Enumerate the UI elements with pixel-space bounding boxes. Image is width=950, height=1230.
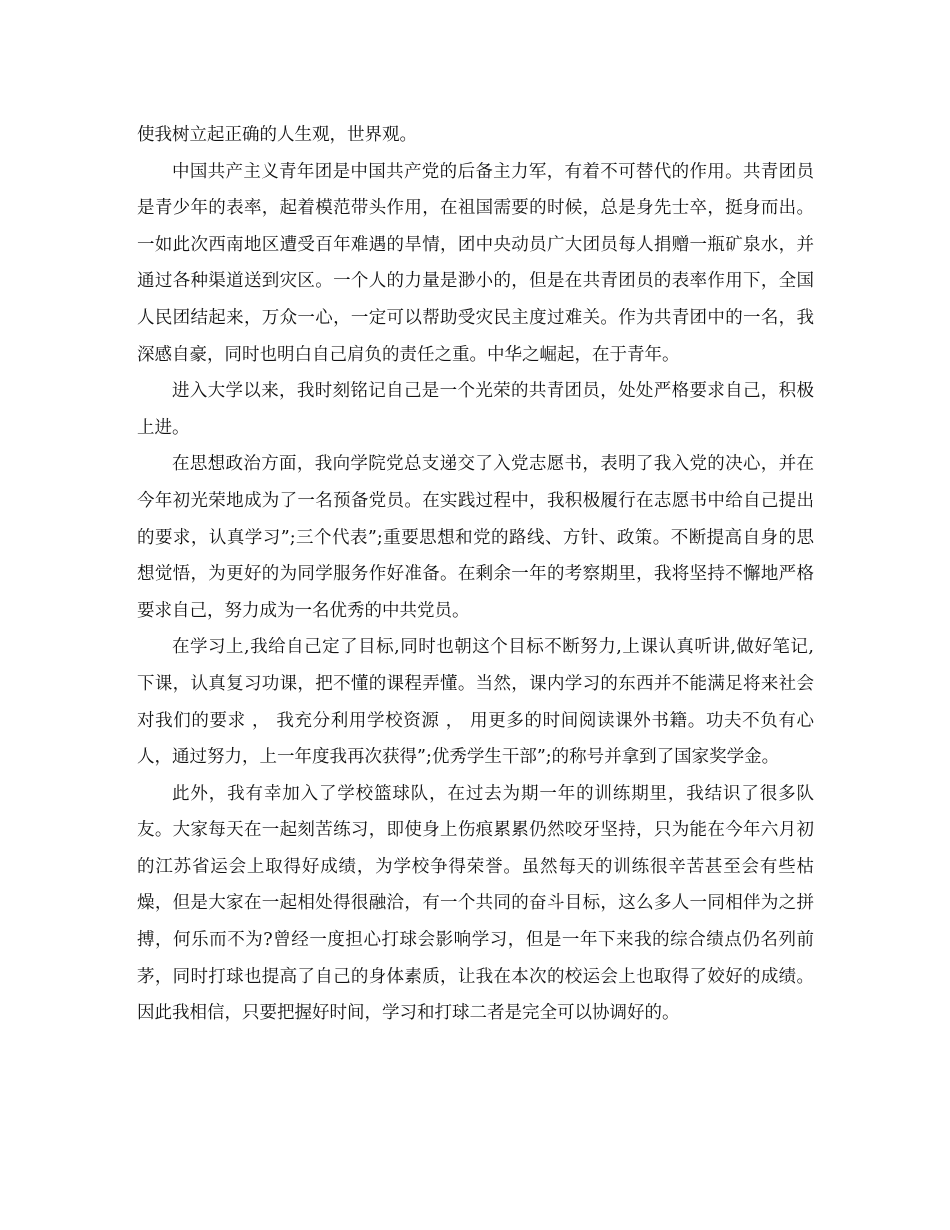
paragraph-study: 在学习上,我给自己定了目标,同时也朝这个目标不断努力,上课认真听讲,做好笔记, 下课，认真复习功课，把不懂的课程弄懂。当然，课内学习的东西并不能满足将来社会对我们的要求 ， 我充分利用学校资源 ， 用更多的时间阅读课外书籍。功夫不负有心人，通过努力，上一年度我再次获得”;优秀学生干部”;的称号并拿到了国家奖学金。: [137, 637, 814, 768]
document-page: [137, 117, 814, 1032]
paragraph-continuation: 使我树立起正确的人生观，世界观。: [137, 125, 417, 145]
paragraph-youth-league: 中国共产主义青年团是中国共产党的后备主力军，有着不可替代的作用。共青团员是青少年的表率，起着模范带头作用，在祖国需要的时候，总是身先士卒，挺身而出。一如此次西南地区遭受百年难遇的旱情，团中央动员广大团员每人捐赠一瓶矿泉水，并通过各种渠道送到灾区。一个人的力量是渺小的，但是在共青团员的表率作用下，全国人民团结起来，万众一心，一定可以帮助受灾民主度过难关。作为共青团中的一名，我深感自豪，同时也明白自己肩负的责任之重。中华之崛起，在于青年。: [137, 161, 814, 365]
paragraph-political-thought: 在思想政治方面，我向学院党总支递交了入党志愿书，表明了我入党的决心，并在今年初光荣地成为了一名预备党员。在实践过程中，我积极履行在志愿书中给自己提出的要求，认真学习”;三个代表”;重要思想和党的路线、方针、政策。不断提高自身的思想觉悟，为更好的为同学服务作好准备。在剩余一年的考察期里，我将坚持不懈地严格要求自己，努力成为一名优秀的中共党员。: [137, 454, 814, 621]
paragraph-basketball: 此外，我有幸加入了学校篮球队，在过去为期一年的训练期里，我结识了很多队友。大家每天在一起刻苦练习，即使身上伤痕累累仍然咬牙坚持，只为能在今年六月初的江苏省运会上取得好成绩，为学校争得荣誉。虽然每天的训练很辛苦甚至会有些枯燥，但是大家在一起相处得很融洽，有一个共同的奋斗目标，这么多人一同相伴为之拼搏，何乐而不为?曾经一度担心打球会影响学习，但是一年下来我的综合绩点仍名列前茅，同时打球也提高了自己的身体素质，让我在本次的校运会上也取得了姣好的成绩。因此我相信，只要把握好时间，学习和打球二者是完全可以协调好的。: [137, 783, 814, 1024]
paragraph-university-entry: 进入大学以来，我时刻铭记自己是一个光荣的共青团员，处处严格要求自己，积极上进。: [137, 381, 814, 438]
